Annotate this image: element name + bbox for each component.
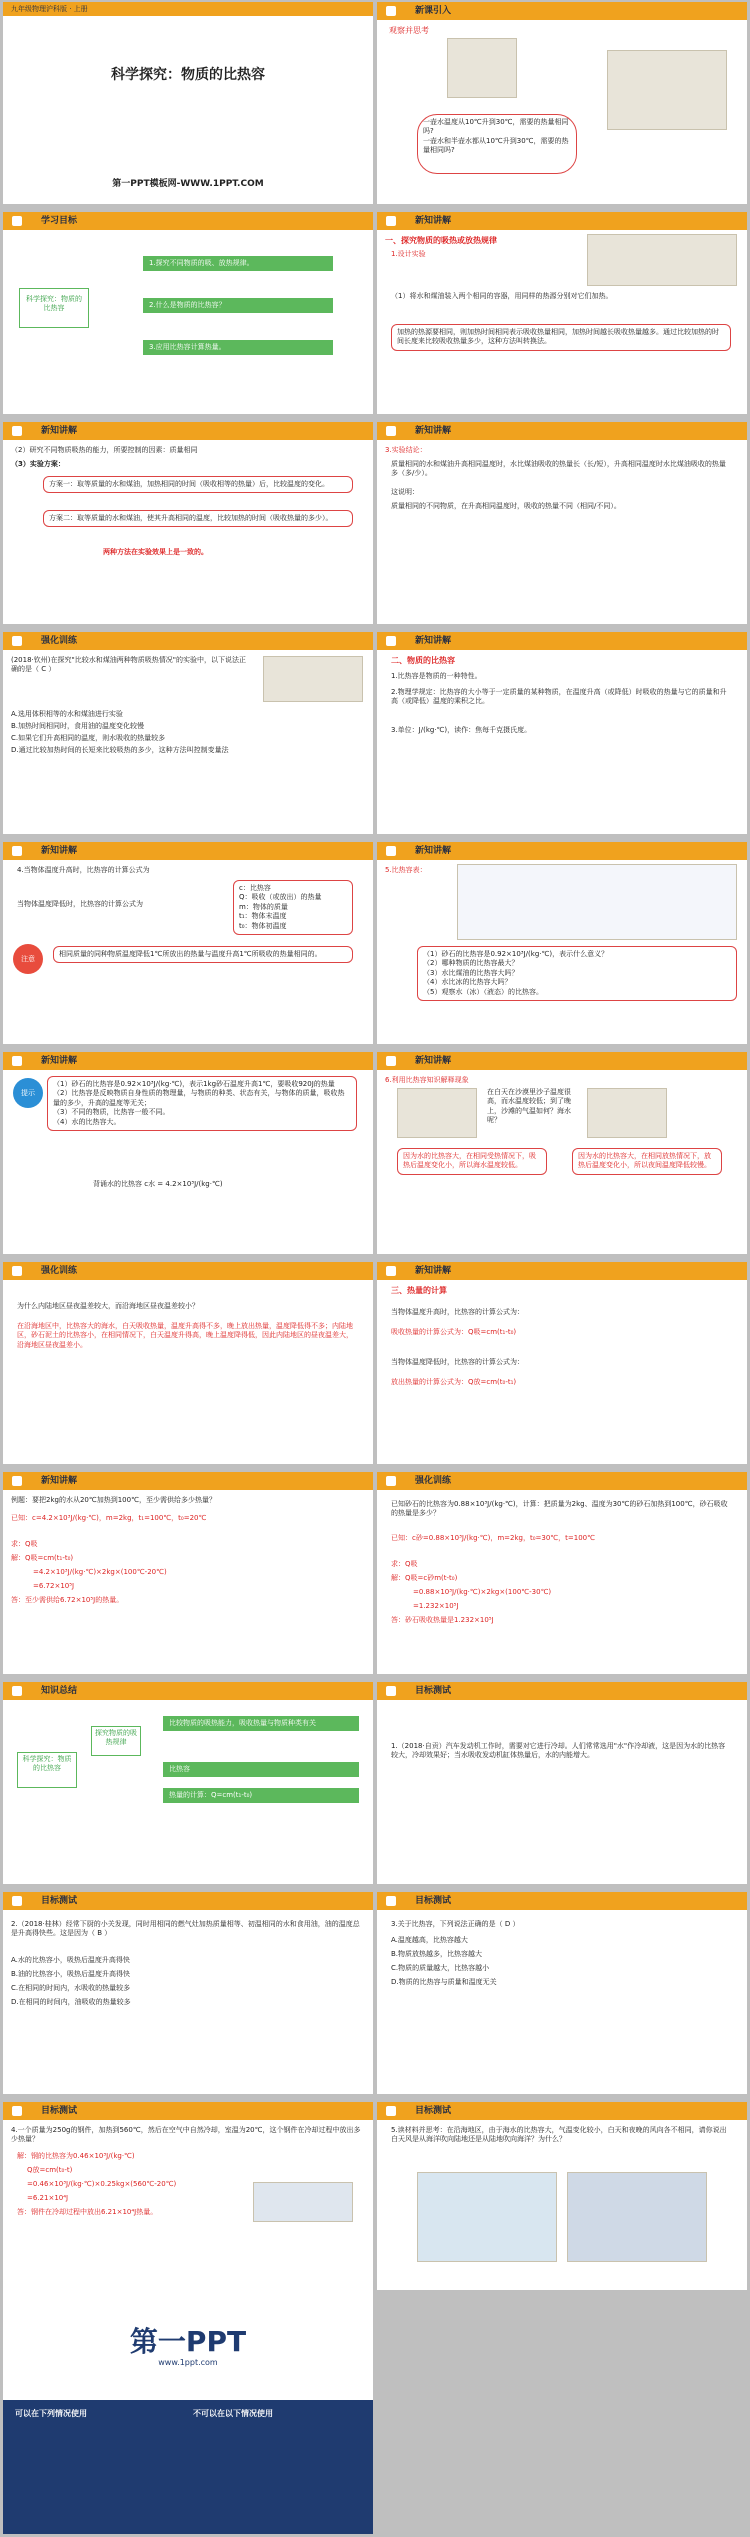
conclusion-text-3: 质量相同的不同物质，在升高相同温度时，吸收的热量不同（相同/不同）。 bbox=[391, 502, 621, 510]
footer-col-1: 可以在下列情况使用 bbox=[15, 2409, 87, 2418]
table-q3: （3）水比煤油的比热容大吗？ bbox=[423, 968, 519, 977]
sea-breeze-day-image bbox=[417, 2172, 557, 2262]
slide-header: 目标测试 bbox=[3, 1892, 373, 1910]
slide-row-11 bbox=[0, 2100, 750, 2308]
option-a: A.选用体积相等的水和煤油进行实验 bbox=[11, 710, 123, 718]
slide-header: 新知讲解 bbox=[377, 1262, 747, 1280]
example-question: 例题：要把2kg的水从20℃加热到100℃，至少需供给多少热量？ bbox=[11, 1496, 216, 1504]
table-q2: （2）哪种物质的比热容最大？ bbox=[423, 959, 519, 968]
practice-known: 已知：c砂=0.88×10³J/(kg·℃)，m=2kg，t₀=30℃，t=100℃ bbox=[391, 1534, 595, 1542]
slide-header: 目标测试 bbox=[3, 2102, 373, 2120]
plans-conclusion: 两种方法在实验效果上是一致的。 bbox=[103, 548, 208, 556]
slide-header: 强化训练 bbox=[3, 1262, 373, 1280]
section-heading: 二、物质的比热容 bbox=[391, 656, 455, 665]
option-a: A.水的比热容小，吸热后温度升高得快 bbox=[11, 1956, 130, 1964]
design-text: （1）将水和煤油装入两个相同的容器，用同样的热源分别对它们加热。 bbox=[391, 292, 613, 300]
option-c: C.如果它们升高相同的温度，则水吸收的热量较多 bbox=[11, 734, 166, 742]
footer-logo-sub: www.1ppt.com bbox=[158, 2358, 218, 2367]
goal-1: 1.探究不同物质的吸、放热规律。 bbox=[143, 256, 333, 271]
plan-2: 方案二：取等质量的水和煤油，使其升高相同的温度，比较加热的时间（吸收热量的多少）。 bbox=[43, 510, 353, 527]
slide-heat-calc bbox=[377, 1262, 747, 1464]
answer-1: 因为水的比热容大，在相同受热情况下，吸热后温度变化小，所以海水温度较低。 bbox=[397, 1148, 547, 1175]
option-b: B.物质放热越多，比热容越大 bbox=[391, 1950, 483, 1958]
table-q4: （4）水比冰的比热容大吗？ bbox=[423, 978, 512, 987]
slide-row-10 bbox=[0, 1890, 750, 2098]
slide-conclusion bbox=[377, 422, 747, 624]
beaker-image bbox=[263, 656, 363, 702]
hint-4: （4）水的比热容大。 bbox=[53, 1117, 121, 1126]
intro-sub: 观察并思考 bbox=[389, 26, 429, 35]
option-d: D.物质的比热容与质量和温度无关 bbox=[391, 1978, 497, 1986]
option-d: D.在相同的时间内，油吸收的热量较多 bbox=[11, 1998, 131, 2006]
hint-3: （3）不同的物质，比热容一般不同。 bbox=[53, 1108, 170, 1117]
hints-box bbox=[47, 1076, 357, 1131]
example-answer: 答：至少需供给6.72×10⁵J的热量。 bbox=[11, 1596, 124, 1604]
slide-practice-3 bbox=[377, 1472, 747, 1674]
option-c: C.在相同的时间内，水吸收的热量较多 bbox=[11, 1984, 131, 1992]
slide-header: 新知讲解 bbox=[377, 842, 747, 860]
calc-text-2: 当物体温度降低时，比热容的计算公式为： bbox=[391, 1358, 524, 1366]
definition-3: 3.单位：J/(kg·℃)，读作：焦每千克摄氏度。 bbox=[391, 726, 532, 734]
option-a: A.温度越高，比热容越大 bbox=[391, 1936, 468, 1944]
example-sol-1: 解：Q吸=cm(t₁-t₀) bbox=[11, 1554, 74, 1562]
legend-q: Q：吸收（或放出）的热量 bbox=[239, 893, 322, 902]
slide-header: 新知讲解 bbox=[377, 422, 747, 440]
slide-header: 强化训练 bbox=[3, 632, 373, 650]
slide-header: 目标测试 bbox=[377, 2102, 747, 2120]
slide-header: 新知讲解 bbox=[377, 1052, 747, 1070]
slide-summary bbox=[3, 1682, 373, 1884]
legend-c: c：比热容 bbox=[239, 884, 271, 892]
table-questions bbox=[417, 946, 737, 1001]
slide-plans bbox=[3, 422, 373, 624]
example-known: 已知：c=4.2×10³J/(kg·℃)，m=2kg，t₁=100℃，t₀=20℃ bbox=[11, 1514, 207, 1522]
slide-test-2 bbox=[3, 1892, 373, 2094]
question-1: 一壶水温度从10℃升到30℃，需要的热量相同吗? bbox=[423, 118, 569, 136]
cover-site: 第一PPT模板网-WWW.1PPT.COM bbox=[112, 179, 264, 189]
question-2: 一壶水和半壶水都从10℃升到30℃，需要的热量相同吗? bbox=[423, 136, 569, 155]
formula-text-2: 当物体温度降低时，比热容的计算公式为 bbox=[17, 900, 143, 908]
test-question: 5.读材料并思考：在沿海地区，由于海水的比热容大，气温变化较小，白天和夜晚的风向各不相同，请你说出白天风是从海洋吹向陆地还是从陆地吹向海洋？为什么？ bbox=[391, 2126, 727, 2144]
test-question: 2.（2018·桂林）经常下厨的小关发现，同时用相同的燃气灶加热质量相等、初温相同的水和食用油，油的温度总是升高得快些。这是因为（ B ） bbox=[11, 1920, 360, 1938]
test-answer: 答：钢件在冷却过程中放出6.21×10⁴J热量。 bbox=[17, 2208, 158, 2216]
formula-text-1: 4.当物体温度升高时，比热容的计算公式为 bbox=[17, 866, 150, 874]
slide-test-4 bbox=[3, 2102, 373, 2304]
test-sol-3: =6.21×10⁴J bbox=[27, 2194, 69, 2202]
phenomena-heading: 6.利用比热容知识解释现象 bbox=[385, 1076, 469, 1084]
absorb-formula: 吸收热量的计算公式为：Q吸=cm(t₁-t₀) bbox=[391, 1328, 517, 1336]
slide-header: 新知讲解 bbox=[377, 632, 747, 650]
slide-row-1 bbox=[0, 0, 750, 208]
hint-2: （2）比热容是反映物质自身性质的物理量，与物质的种类、状态有关，与物体的质量，吸收热量的多少，升高的温度等无关； bbox=[53, 1089, 345, 1107]
practice-sol-1: 解：Q吸=c砂m(t-t₀) bbox=[391, 1574, 458, 1582]
slide-header: 新知讲解 bbox=[377, 212, 747, 230]
block-heating-image bbox=[607, 50, 727, 130]
plans-label: （3）实验方案： bbox=[11, 460, 65, 468]
practice-answer: 在沿海地区中，比热容大的海水，白天吸收热量，温度升高得不多，晚上放出热量，温度降低得不多；内陆地区，砂石泥土的比热容小，在相同情况下，白天温度升得高，晚上温度降得低，因此内陆地区的昼夜温差大，沿海地区昼夜温差小。 bbox=[17, 1322, 353, 1349]
slide-header: 目标测试 bbox=[377, 1892, 747, 1910]
slide-row-4 bbox=[0, 630, 750, 838]
slide-header: 新知讲解 bbox=[3, 1052, 373, 1070]
slide-phenomena bbox=[377, 1052, 747, 1254]
conclusion-text-2: 这说明： bbox=[391, 488, 419, 496]
specific-heat-table bbox=[457, 864, 737, 940]
slide-row-5 bbox=[0, 840, 750, 1048]
practice-sol-2: =0.88×10³J/(kg·℃)×2kg×(100℃-30℃) bbox=[413, 1588, 552, 1596]
test-question: 4.一个质量为250g的钢件，加热到560℃，然后在空气中自然冷却，室温为20℃，这个钢件在冷却过程中放出多少热量？ bbox=[11, 2126, 361, 2144]
cover-title: 科学探究：物质的比热容 bbox=[111, 67, 265, 83]
slide-test-1 bbox=[377, 1682, 747, 1884]
slide-row-3 bbox=[0, 420, 750, 628]
empty-slot bbox=[377, 2290, 747, 2534]
slide-test-5 bbox=[377, 2102, 747, 2304]
slide-specific-heat bbox=[377, 632, 747, 834]
definition-1: 1.比热容是物质的一种特性。 bbox=[391, 672, 482, 680]
test-question: 1.（2018·自贡）汽车发动机工作时，需要对它进行冷却。人们常常选用"水"作冷却液，这是因为水的比热容较大，冷却效果好；当水吸收发动机缸体热量后，水的内能增大。 bbox=[391, 1742, 726, 1760]
example-sol-2: =4.2×10³J/(kg·℃)×2kg×(100℃-20℃) bbox=[33, 1568, 167, 1576]
practice-question: 为什么内陆地区昼夜温差较大，而沿海地区昼夜温差较小？ bbox=[17, 1302, 199, 1310]
slide-header: 新知讲解 bbox=[3, 1472, 373, 1490]
slide-practice-2 bbox=[3, 1262, 373, 1464]
legend-m: m：物体的质量 bbox=[239, 902, 288, 911]
subheading: 1.设计实验 bbox=[391, 250, 426, 258]
slide-intro bbox=[377, 2, 747, 204]
slide-header: 知识总结 bbox=[3, 1682, 373, 1700]
slide-row-6 bbox=[0, 1050, 750, 1258]
slide-header: 强化训练 bbox=[377, 1472, 747, 1490]
method-box: 加热的热源要相同，则加热时间相同表示吸收热量相同，加热时间越长吸收热量越多。通过比较加热的时间长度来比较吸收热量多少，这种方法叫转换法。 bbox=[391, 324, 731, 351]
summary-center: 科学探究：物质的比热容 bbox=[17, 1752, 77, 1788]
footer-col-2: 不可以在以下情况使用 bbox=[193, 2409, 273, 2418]
example-sol-3: =6.72×10⁵J bbox=[33, 1582, 75, 1590]
note-text: 相同质量的同种物质温度降低1℃所放出的热量与温度升高1℃所吸收的热量相同的。 bbox=[53, 946, 353, 963]
steel-image bbox=[253, 2182, 353, 2222]
beach-image bbox=[397, 1088, 477, 1138]
option-c: C.物质的质量越大，比热容越小 bbox=[391, 1964, 490, 1972]
practice-answer: 答：砂石吸收热量是1.232×10⁵J bbox=[391, 1616, 494, 1624]
slide-table bbox=[377, 842, 747, 1044]
practice-question: 已知砂石的比热容为0.88×10³J/(kg·℃)，计算：把质量为2kg、温度为30℃的砂石加热到100℃，砂石吸收的热量是多少？ bbox=[391, 1500, 728, 1518]
slide-hints bbox=[3, 1052, 373, 1254]
desert-image bbox=[587, 1088, 667, 1138]
section-heading: 三、热量的计算 bbox=[391, 1286, 447, 1295]
test-sol-2: =0.46×10³J/(kg·℃)×0.25kg×(560℃-20℃) bbox=[27, 2180, 177, 2188]
practice-sol-3: =1.232×10⁵J bbox=[413, 1602, 459, 1610]
control-factors: （2）研究不同物质吸热的能力，所要控制的因素：质量相同 bbox=[11, 446, 198, 454]
test-question: 3.关于比热容，下列说法正确的是（ D ） bbox=[391, 1920, 520, 1928]
practice-ask: 求：Q吸 bbox=[391, 1560, 418, 1568]
test-sol: 解：钢的比热容为0.46×10³J/(kg·℃) bbox=[17, 2152, 135, 2160]
slide-row-7 bbox=[0, 1260, 750, 1468]
table-q1: （1）砂石的比热容是0.92×10³J/(kg·℃)，表示什么意义？ bbox=[423, 950, 609, 958]
section-heading: 一、探究物质的吸热或放热规律 bbox=[385, 236, 497, 245]
summary-k3: 热量的计算：Q=cm(t₁-t₀) bbox=[163, 1788, 359, 1803]
option-d: D.通过比较加热时间的长短来比较吸热的多少，这种方法叫控制变量法 bbox=[11, 746, 229, 754]
slide-header: 新知讲解 bbox=[3, 842, 373, 860]
phenomena-question: 在白天在沙漠里沙子温度很高，而水温度较低；到了晚上，沙滩的气温如何？海水呢？ bbox=[487, 1088, 571, 1125]
legend-t1: t₁：物体末温度 bbox=[239, 912, 287, 921]
slide-row-2 bbox=[0, 210, 750, 418]
conclusion-heading: 3.实验结论： bbox=[385, 446, 427, 454]
footer-logo: 第一PPT bbox=[129, 2325, 247, 2358]
conclusion-text-1: 质量相同的水和煤油升高相同温度时，水比煤油吸收的热量长（长/短），升高相同温度时水比煤油吸收的热量多（多/少）。 bbox=[391, 460, 726, 478]
slide-test-3 bbox=[377, 1892, 747, 2094]
summary-mid: 探究物质的吸热规律 bbox=[91, 1726, 141, 1756]
hint-badge: 提示 bbox=[13, 1078, 43, 1108]
slide-header: 学习目标 bbox=[3, 212, 373, 230]
practice-question: (2018·钦州)在探究"比较水和煤油两种物质吸热情况"的实验中，以下说法正确的是（ C ） bbox=[11, 656, 246, 674]
option-b: B.油的比热容小，吸热后温度升高得快 bbox=[11, 1970, 131, 1978]
summary-k1: 比较物质的吸热能力，吸收热量与物质种类有关 bbox=[163, 1716, 359, 1731]
test-sol-1: Q放=cm(t₀-t) bbox=[27, 2166, 73, 2174]
slide-cover bbox=[3, 2, 373, 204]
note-badge: 注意 bbox=[13, 944, 43, 974]
intro-question-bubble bbox=[417, 114, 577, 174]
kettle-image bbox=[447, 38, 517, 98]
goal-3: 3.应用比热容计算热量。 bbox=[143, 340, 333, 355]
goal-2: 2.什么是物质的比热容？ bbox=[143, 298, 333, 313]
slide-header: 新课引入 bbox=[377, 2, 747, 20]
legend-t0: t₀：物体初温度 bbox=[239, 921, 287, 930]
summary-k2: 比热容 bbox=[163, 1762, 359, 1777]
slide-row-8 bbox=[0, 1470, 750, 1678]
hint-1: （1）砂石的比热容是0.92×10³J/(kg·℃)，表示1kg砂石温度升高1℃，要吸收920J的热量 bbox=[53, 1080, 335, 1088]
goals-center: 科学探究：物质的比热容 bbox=[19, 288, 89, 328]
release-formula: 放出热量的计算公式为：Q放=cm(t₀-t₁) bbox=[391, 1378, 517, 1386]
legend-box bbox=[233, 880, 353, 935]
answer-2: 因为水的比热容大，在相同放热情况下，放热后温度变化小，所以夜间温度降低较慢。 bbox=[572, 1148, 722, 1175]
slide-header: 新知讲解 bbox=[3, 422, 373, 440]
slide-practice-1 bbox=[3, 632, 373, 834]
definition-2: 2.物理学规定：比热容的大小等于一定质量的某种物质，在温度升高（或降低）时吸收的热量与它的质量和升高（或降低）温度的乘积之比。 bbox=[391, 688, 727, 706]
cover-tag: 九年级物理沪科版 · 上册 bbox=[11, 5, 88, 13]
table-q5: （5）观察水（冰）（液态）的比热容。 bbox=[423, 987, 543, 996]
plan-1: 方案一：取等质量的水和煤油，加热相同的时间（吸收相等的热量）后，比较温度的变化。 bbox=[43, 476, 353, 493]
example-ask: 求：Q吸 bbox=[11, 1540, 38, 1548]
calc-text-1: 当物体温度升高时，比热容的计算公式为： bbox=[391, 1308, 524, 1316]
apparatus-image bbox=[587, 234, 737, 286]
slide-header: 目标测试 bbox=[377, 1682, 747, 1700]
slide-row-9 bbox=[0, 1680, 750, 1888]
slide-formula bbox=[3, 842, 373, 1044]
slide-experiment-design bbox=[377, 212, 747, 414]
slide-example bbox=[3, 1472, 373, 1674]
sea-breeze-night-image bbox=[567, 2172, 707, 2262]
option-b: B.加热时间相同时，食用油的温度变化较慢 bbox=[11, 722, 145, 730]
footer-slide bbox=[3, 2290, 373, 2534]
water-value: 背诵水的比热容 c水 = 4.2×10³J/(kg·℃) bbox=[93, 1180, 223, 1188]
table-label: 5.比热容表： bbox=[385, 866, 427, 874]
slide-goals bbox=[3, 212, 373, 414]
